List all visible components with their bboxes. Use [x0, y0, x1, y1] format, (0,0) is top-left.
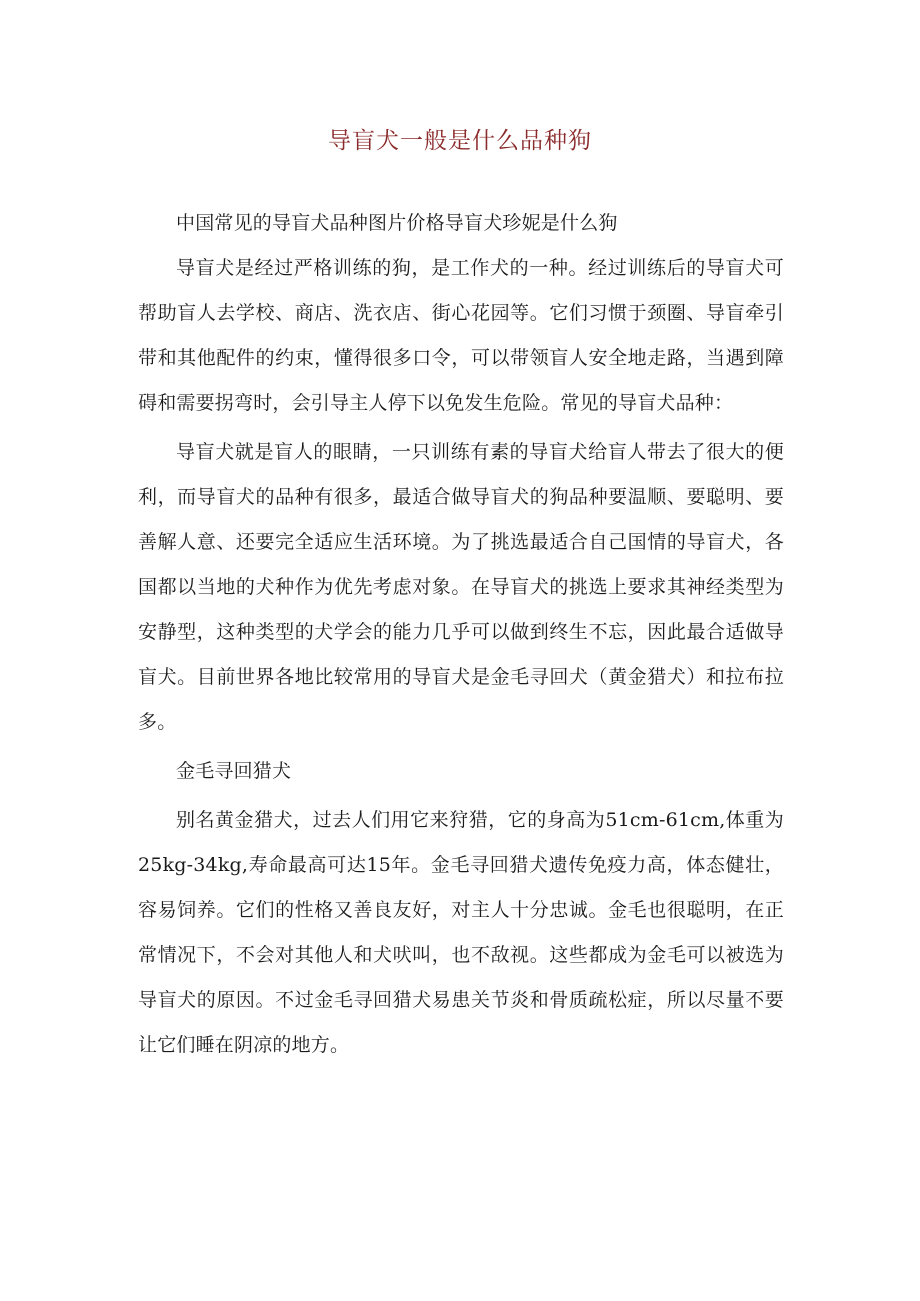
- paragraph-intro: 导盲犬是经过严格训练的狗，是工作犬的一种。经过训练后的导盲犬可帮助盲人去学校、商店、洗衣店、街心花园等。它们习惯于颈圈、导盲牵引带和其他配件的约束，懂得很多口令，可以带领盲人安全地走路，当遇到障碍和需要拐弯时，会引导主人停下以免发生危险。常见的导盲犬品种：: [138, 257, 784, 414]
- section-heading-golden-retriever: 金毛寻回猎犬: [176, 760, 292, 782]
- paragraph-subtitle: 中国常见的导盲犬品种图片价格导盲犬珍妮是什么狗: [176, 212, 618, 234]
- page-title: 导盲犬一般是什么品种狗: [328, 128, 592, 154]
- paragraph-breeds: 导盲犬就是盲人的眼睛，一只训练有素的导盲犬给盲人带去了很大的便利，而导盲犬的品种有很多，最适合做导盲犬的狗品种要温顺、要聪明、要善解人意、还要完全适应生活环境。为了挑选最适合自己国情的导盲犬，各国都以当地的犬种作为优先考虑对象。在导盲犬的挑选上要求其神经类型为安静型，这种类型的犬学会的能力几乎可以做到终生不忘，因此最合适做导盲犬。目前世界各地比较常用的导盲犬是金毛寻回犬（黄金猎犬）和拉布拉多。: [138, 441, 784, 733]
- paragraph-golden-retriever: 别名黄金猎犬，过去人们用它来狩猎，它的身高为51cm-61cm,体重为25kg-34kg,寿命最高可达15年。金毛寻回猎犬遗传免疫力高，体态健壮，容易饲养。它们的性格又善良友好，对主人十分忠诚。金毛也很聪明，在正常情况下，不会对其他人和犬吠叫，也不敌视。这些都成为金毛可以被选为导盲犬的原因。不过金毛寻回猎犬易患关节炎和骨质疏松症，所以尽量不要让它们睡在阴凉的地方。: [138, 809, 784, 1056]
- document-body: [138, 201, 784, 1068]
